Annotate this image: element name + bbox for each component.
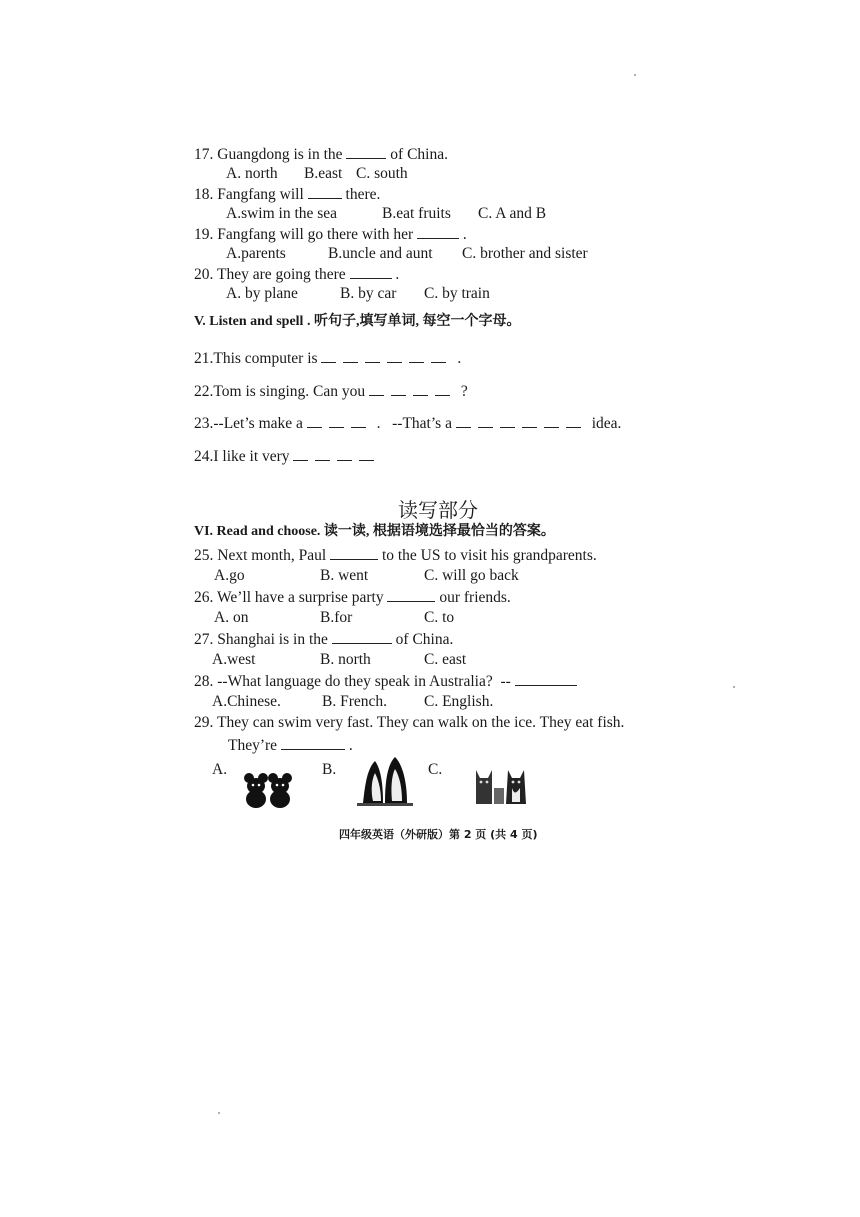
question-text: our friends. xyxy=(435,589,511,606)
option-b[interactable]: B. by car xyxy=(340,285,397,302)
options-27 xyxy=(0,650,860,670)
question-20 xyxy=(194,264,399,285)
question-19 xyxy=(194,224,467,245)
question-text: . xyxy=(344,737,353,754)
question-text: 21.This computer is xyxy=(194,350,322,367)
option-b[interactable]: B.east xyxy=(304,165,343,182)
option-a[interactable]: A.swim in the sea xyxy=(226,205,338,222)
question-text: 17. Guangdong is in the xyxy=(194,146,347,163)
scan-speck xyxy=(218,1112,220,1114)
option-b[interactable]: B. French. xyxy=(322,693,388,710)
answer-blank[interactable] xyxy=(346,144,386,159)
question-17 xyxy=(194,144,448,165)
question-text: 19. Fangfang will go there with her xyxy=(194,226,417,243)
answer-blank[interactable] xyxy=(332,629,392,644)
letter-blanks[interactable] xyxy=(293,448,381,465)
answer-blank[interactable] xyxy=(417,224,459,239)
option-c[interactable]: C. A and B xyxy=(478,205,547,222)
question-27 xyxy=(194,629,453,650)
answer-blank[interactable] xyxy=(281,735,345,750)
question-18 xyxy=(194,184,380,205)
question-text: 24.I like it very xyxy=(194,448,294,465)
letter-blanks[interactable] xyxy=(307,415,373,432)
options-26 xyxy=(0,608,860,628)
scan-speck xyxy=(634,74,636,76)
options-28 xyxy=(0,692,860,712)
option-c[interactable]: C. to xyxy=(424,609,455,626)
option-c[interactable]: C. by train xyxy=(424,285,490,302)
question-text: idea. xyxy=(587,415,622,432)
scan-speck xyxy=(733,686,735,688)
question-22 xyxy=(194,382,468,402)
option-c[interactable]: C. brother and sister xyxy=(462,245,588,262)
letter-blanks[interactable] xyxy=(456,415,588,432)
option-b-label[interactable]: B. xyxy=(322,761,337,778)
question-text: . xyxy=(391,266,400,283)
option-a[interactable]: A. north xyxy=(226,165,278,182)
options-20 xyxy=(0,284,860,304)
question-text: 18. Fangfang will xyxy=(194,186,308,203)
options-17 xyxy=(0,164,860,184)
question-text: 25. Next month, Paul xyxy=(194,547,331,564)
question-text: to the US to visit his grandparents. xyxy=(378,547,597,564)
question-29: 29. They can swim very fast. They can walk on the ice. They eat fish. xyxy=(194,714,625,731)
options-25 xyxy=(0,566,860,586)
option-a[interactable]: A. on xyxy=(214,609,249,626)
option-b[interactable]: B. went xyxy=(320,567,369,584)
question-text: . --That’s a xyxy=(372,415,456,432)
question-text: 22.Tom is singing. Can you xyxy=(194,383,370,400)
question-text: 26. We’ll have a surprise party xyxy=(194,589,388,606)
question-text: They’re xyxy=(228,737,281,754)
option-c[interactable]: C. south xyxy=(356,165,408,182)
option-b[interactable]: B.uncle and aunt xyxy=(328,245,433,262)
option-c[interactable]: C. will go back xyxy=(424,567,519,584)
part-title: 读写部分 xyxy=(398,498,478,522)
question-text: there. xyxy=(341,186,381,203)
option-c[interactable]: C. English. xyxy=(424,693,494,710)
section-heading: VI. Read and choose. 读一读, 根据语境选择最恰当的答案。 xyxy=(194,524,555,539)
option-b[interactable]: B.for xyxy=(320,609,353,626)
question-21 xyxy=(194,349,461,369)
answer-blank[interactable] xyxy=(308,184,342,199)
question-text: 28. --What language do they speak in Australia? -- xyxy=(194,673,515,690)
option-a-label[interactable]: A. xyxy=(212,761,228,778)
question-text: 27. Shanghai is in the xyxy=(194,631,332,648)
question-24 xyxy=(194,447,381,467)
option-a[interactable]: A.parents xyxy=(226,245,286,262)
letter-blanks[interactable] xyxy=(321,350,453,367)
option-a[interactable]: A.Chinese. xyxy=(212,693,281,710)
question-text: 20. They are going there xyxy=(194,266,350,283)
letter-blanks[interactable] xyxy=(369,383,457,400)
question-text: of China. xyxy=(391,631,454,648)
option-c-label[interactable]: C. xyxy=(428,761,443,778)
options-19 xyxy=(0,244,860,264)
question-text: 23.--Let’s make a xyxy=(194,415,307,432)
question-text: . xyxy=(453,350,462,367)
option-a[interactable]: A. by plane xyxy=(226,285,298,302)
option-b[interactable]: B.eat fruits xyxy=(382,205,451,222)
question-23 xyxy=(194,414,621,434)
options-18 xyxy=(0,204,860,224)
answer-blank[interactable] xyxy=(330,545,378,560)
answer-blank[interactable] xyxy=(515,671,577,686)
option-a[interactable]: A.go xyxy=(214,567,245,584)
koala-icon xyxy=(243,770,293,808)
answer-blank[interactable] xyxy=(350,264,392,279)
question-26 xyxy=(194,587,511,608)
question-text: . xyxy=(458,226,467,243)
page-footer: 四年级英语（外研版）第 2 页 (共 4 页) xyxy=(339,828,538,841)
option-c[interactable]: C. east xyxy=(424,651,467,668)
option-b[interactable]: B. north xyxy=(320,651,371,668)
question-28 xyxy=(194,671,577,692)
question-29-line2 xyxy=(228,735,353,756)
question-text: ? xyxy=(457,383,468,400)
cat-icon xyxy=(472,764,530,806)
penguin-icon xyxy=(357,755,413,807)
question-25 xyxy=(194,545,597,566)
section-heading: V. Listen and spell . 听句子,填写单词, 每空一个字母。 xyxy=(194,314,521,329)
question-text: of China. xyxy=(386,146,448,163)
option-a[interactable]: A.west xyxy=(212,651,256,668)
answer-blank[interactable] xyxy=(387,587,435,602)
